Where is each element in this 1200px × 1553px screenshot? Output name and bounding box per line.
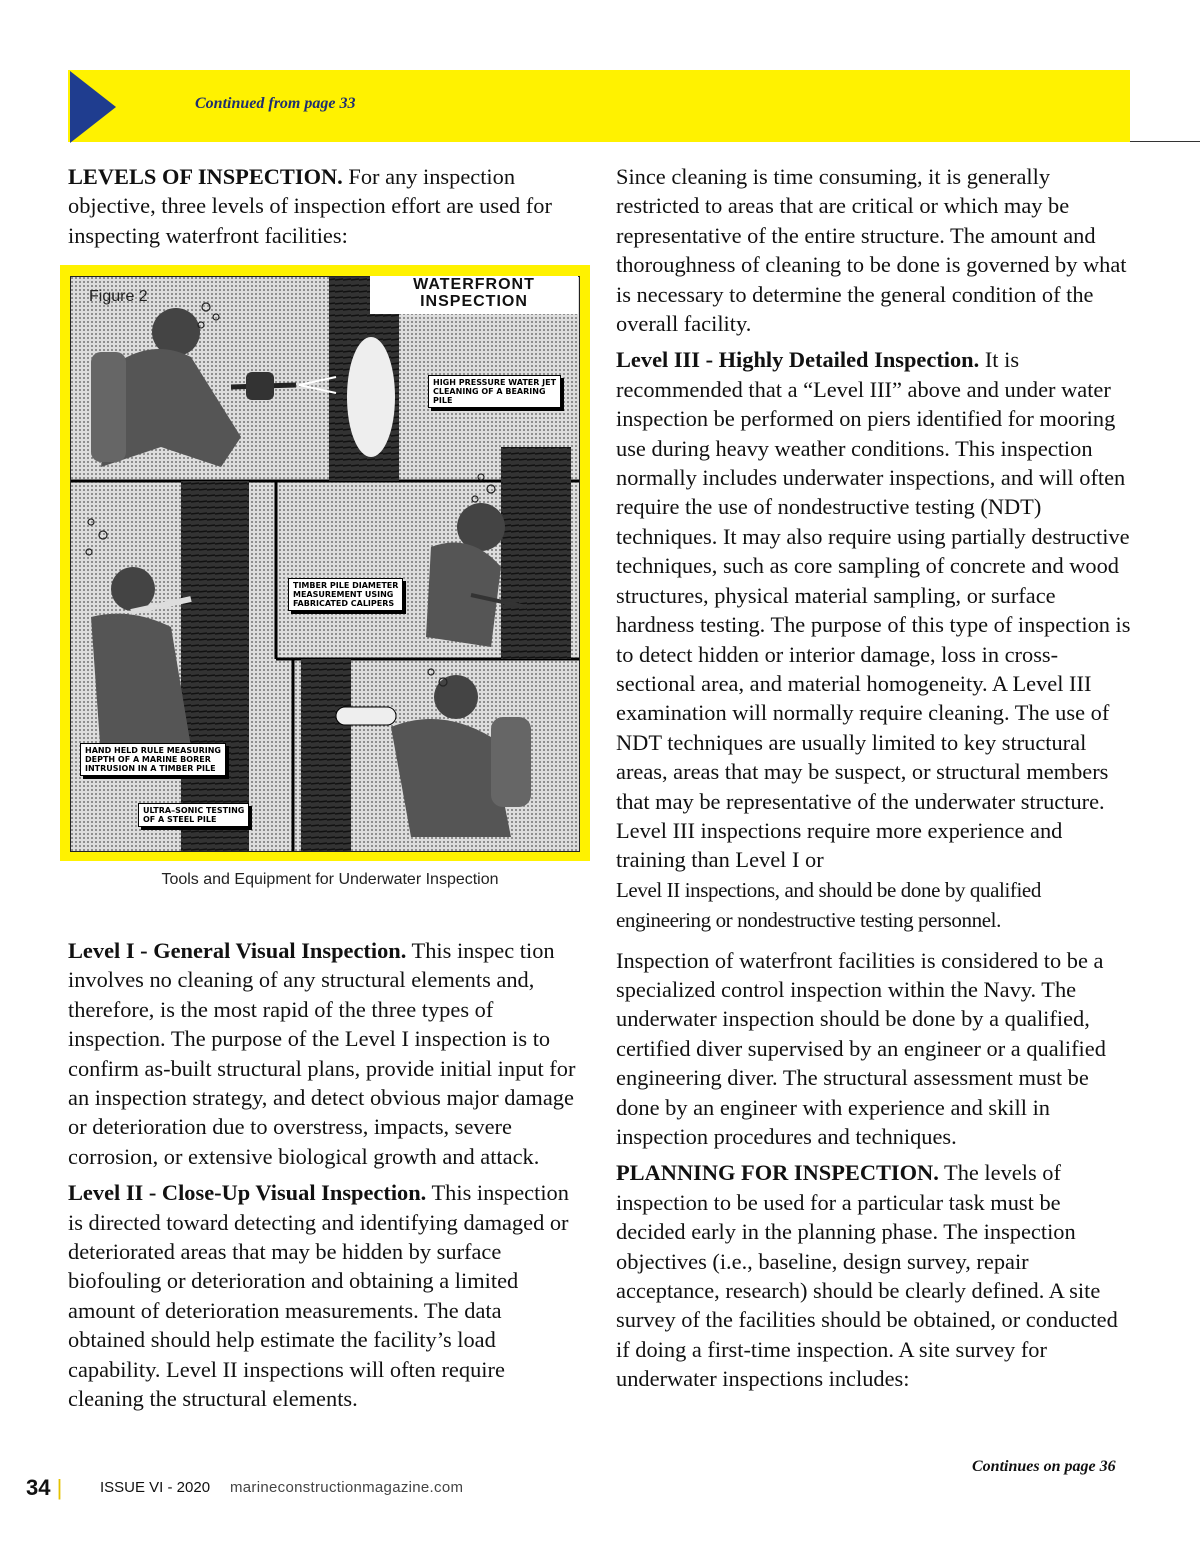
level2-text: This inspection is directed toward detecting and identifying damaged or deteriorated areas that may be hidden by surface biofouling or deterioration and obtaining a limited amount of deterioration measurements. The data obtained should help estimate the facility’s load capability. Level II inspections will often require cleaning the structural elements. — [68, 1180, 569, 1412]
right-column — [616, 162, 1132, 1401]
level3-heading: Level III - Highly Detailed Inspection. — [616, 347, 980, 373]
level1-text: This inspec tion involves no cleaning of any structural elements and, therefore, is the most rapid of the three types of inspection. The purpose of the Level I inspection is to confirm as-built structural plans, provide initial input for an inspection strategy, and detect obvious major damage or deterioration due to overstress, impacts, severe corrosion, or extensive biological growth and attack. — [68, 938, 576, 1169]
tag-hand-rule: HAND HELD RULE MEASURING DEPTH OF A MARINE BORER INTRUSION IN A TIMBER PILE — [80, 743, 226, 776]
tag-ultrasonic: ULTRA–SONIC TESTING OF A STEEL PILE — [138, 803, 249, 827]
footer-separator: | — [56, 1475, 63, 1500]
navy-paragraph: Inspection of waterfront facilities is considered to be a specialized control inspection within the Navy. The underwater inspection should be done by a qualified, certified diver supervised by an engineer or a qualified engineering diver. The structural assessment must be done by an engineer with experience and skill in inspection procedures and techniques. — [616, 947, 1106, 1149]
planning-text: The levels of inspection to be used for a particular task must be decided early in the planning phase. The inspection objectives (i.e., baseline, design survey, repair acceptance, research) should be clearly defined. A site survey of the facilities should be obtained, or conducted if doing a first-time inspection. A site survey for underwater inspections includes: — [616, 1160, 1118, 1392]
figure-title — [370, 276, 578, 314]
level2-heading: Level II - Close-Up Visual Inspection. — [68, 1180, 427, 1206]
level3-text: It is recommended that a “Level III” above and under water inspection be performed on piers identified for mooring use during heavy weather conditions. This inspection normally includes underwater inspections, and will often require the use of nondestructive testing (NDT) techniques. It may also require using partially destructive techniques, such as core sampling of concrete and wood structures, physical material sampling, or surface hardness testing. The purpose of this type of inspection is to detect hidden or interior damage, loss in cross-sectional area, and material homogeneity. A Level III examination will normally require cleaning. The use of NDT techniques are usually limited to key structural areas, areas that may be suspect, or structural members that may be representative of the underwater structure. Level III inspections require more experience and training than Level I or — [616, 347, 1131, 873]
page-number — [26, 1475, 62, 1501]
planning-heading: PLANNING FOR INSPECTION. — [616, 1160, 939, 1186]
levels-intro-text: For any inspection objective, three levels of inspection effort are used for inspecting waterfront facilities: — [68, 164, 552, 248]
tag-water-jet: HIGH PRESSURE WATER JET CLEANING OF A BEARING PILE — [428, 375, 561, 408]
continues-on-label: Continues on page 36 — [972, 1458, 1116, 1475]
left-column-levels — [68, 936, 578, 1421]
level1-heading: Level I - General Visual Inspection. — [68, 938, 407, 963]
figure-title-line-1: WATERFRONT — [413, 276, 535, 293]
header-rule — [1130, 141, 1200, 142]
levels-heading: LEVELS OF INSPECTION. — [68, 164, 343, 189]
continued-from-label: Continued from page 33 — [195, 95, 356, 112]
footer-issue: ISSUE VI - 2020 — [100, 1479, 211, 1496]
figure-title-line-2: INSPECTION — [420, 293, 528, 310]
figure-label: Figure 2 — [89, 288, 148, 305]
tag-calipers: TIMBER PILE DIAMETER MEASUREMENT USING FABRICATED CALIPERS — [288, 578, 403, 611]
level3-tail: Level II inspections, and should be done by qualified engineering or nondestructive testing personnel. — [616, 877, 1041, 933]
figure-caption: Tools and Equipment for Underwater Inspection — [161, 871, 499, 888]
left-column-intro — [68, 162, 578, 257]
footer-website[interactable]: marineconstructionmagazine.com — [230, 1479, 464, 1496]
cleaning-paragraph: Since cleaning is time consuming, it is generally restricted to areas that are critical or which may be representative of the entire structure. The amount and thoroughness of cleaning to be done is governed by what is necessary to determine the general condition of the overall facility. — [616, 164, 1127, 337]
page-number-value: 34 — [26, 1475, 51, 1500]
triangle-arrow-icon — [70, 71, 116, 143]
